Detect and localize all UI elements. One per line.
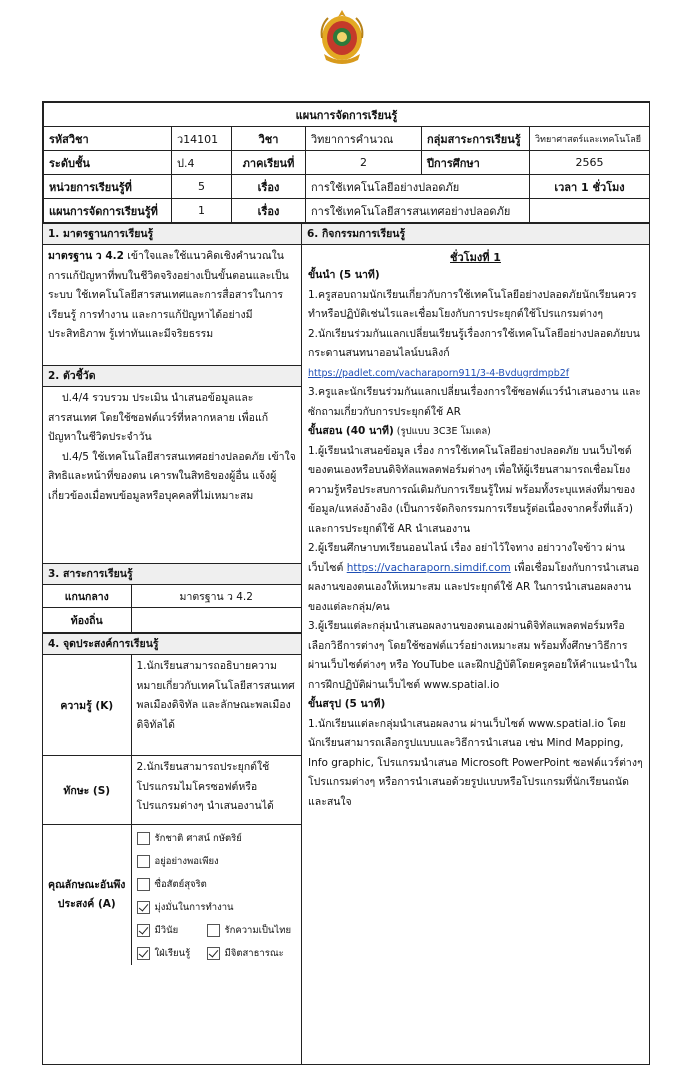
local-value [131,608,301,633]
knowledge-label: ความรู้ (K) [43,655,131,756]
checklist-label: ใฝ่เรียนรู้ [154,948,191,959]
checklist-item[interactable] [137,850,297,873]
checklist-label: รักความเป็นไทย [224,925,292,936]
checklist-item[interactable] [207,946,284,961]
intro-step-2: 2.นักเรียนร่วมกันแลกเปลี่ยนเรียนรู้เรื่องการใช้เทคโนโลยีอย่างปลอดภัยบนกระดานสนทนาออนไลน์บนลิงก์ [308,327,640,359]
checklist-item[interactable] [137,946,207,961]
academic-year-value: 2565 [530,151,650,175]
section-heading: 1. มาตรฐานการเรียนรู้ [43,224,301,245]
activities-text [302,266,649,812]
indicators-section [43,366,301,564]
plan-number-label: แผนการจัดการเรียนรู้ที่ [44,199,172,223]
standard-description: เข้าใจและใช้แนวคิดเชิงคำนวณในการแก้ปัญหาที่พบในชีวิตจริงอย่างเป็นขั้นตอนและเป็นระบบ ใช้เทคโนโลยีสารสนเทศและการสื่อสารในการเรียนรู้ การทำงาน และการแก้ปัญหาได้อย่างมีประสิทธิภาพ รู้เท่าทันและมีจริยธรรม [48,250,289,340]
indicator-text [43,387,301,563]
section-heading: 4. จุดประสงค์การเรียนรู้ [43,634,301,655]
objectives-table [43,655,301,965]
checkbox[interactable] [207,924,220,937]
page-title: แผนการจัดการเรียนรู้ [44,103,650,127]
unit-value: 5 [172,175,232,199]
subject-code-value: ว14101 [172,127,232,151]
academic-year-label: ปีการศึกษา [422,151,530,175]
checkbox[interactable] [137,855,150,868]
intro-step-3: 3.ครูและนักเรียนร่วมกันแลกเปลี่ยนเรื่องการใช้ซอฟต์แวร์นำเสนองาน และซักถามเกี่ยวกับการประยุกต์ใช้ AR [308,386,641,418]
standard-label: มาตรฐาน ว 4.2 [48,250,124,262]
checkbox[interactable] [137,947,150,960]
subject-label: วิชา [232,127,306,151]
indicator-2: ป.4/5 ใช้เทคโนโลยีสารสนเทศอย่างปลอดภัย เข้าใจสิทธิและหน้าที่ของตน เคารพในสิทธิของผู้อื่น แจ้งผู้เกี่ยวข้องเมื่อพบข้อมูลหรือบุคคลที่ไม่เหมาะสม [48,450,296,502]
checklist-row [137,919,297,942]
semester-value: 2 [306,151,422,175]
grade-label: ระดับชั้น [44,151,172,175]
semester-label: ภาคเรียนที่ [232,151,306,175]
plan-header-table [43,102,650,223]
objectives-section [43,633,301,965]
core-label: แกนกลาง [43,585,131,608]
subject-code-label: รหัสวิชา [44,127,172,151]
section-heading: 3. สาระการเรียนรู้ [43,564,301,585]
teach-heading: ขั้นสอน (40 นาที) [308,425,394,437]
checkbox[interactable] [137,924,150,937]
attribute-checklist [131,825,301,966]
intro-heading: ขั้นนำ (5 นาที) [308,269,380,281]
simdif-link[interactable]: https://vacharaporn.simdif.com [346,561,511,574]
learning-area-label: กลุ่มสาระการเรียนรู้ [422,127,530,151]
table-row [43,756,301,825]
content-section [43,564,301,633]
checklist-row [137,942,297,965]
summary-step-1: 1.นักเรียนแต่ละกลุ่มนำเสนอผลงาน ผ่านเว็บไซต์ www.spatial.io โดยนักเรียนสามารถเลือกรูปแบบและวิธีการนำเสนอ เช่น Mind Mapping, Info graphic, โปรแกรมนำเสนอ Microsoft PowerPoint ซอฟต์แวร์ต่างๆ โปรแกรมต่างๆ หรือการนำเสนอด้วยรูปแบบหรือโปรแกรมที่นักเรียนถนัดและสนใจ [308,717,643,808]
empty-cell [530,199,650,223]
teach-step-2-text: 2.ผู้เรียนศึกษาบทเรียนออนไลน์ เรื่อง อย่าไว้ใจทาง อย่าวางใจข้าว ผ่านเว็บไซต์ [308,542,625,574]
checklist-label: อยู่อย่างพอเพียง [154,856,219,867]
grade-value: ป.4 [172,151,232,175]
plan-body [43,223,649,1064]
section-heading: 2. ตัวชี้วัด [43,366,301,387]
knowledge-text: 1.นักเรียนสามารถอธิบายความหมายเกี่ยวกับเทคโนโลยีสารสนเทศ พลเมืองดิจิทัล และลักษณะพลเมืองดิจิทัลได้ [131,655,301,756]
table-row [43,655,301,756]
checklist-label: รักชาติ ศาสน์ กษัตริย์ [154,833,242,844]
teach-step-2 [308,539,643,617]
plan-number-value: 1 [172,199,232,223]
right-column [302,224,649,1064]
teach-model: (รูปแบบ 3C3E โมเดล) [393,426,491,437]
topic-label: เรื่อง [232,175,306,199]
standard-text [43,245,301,365]
checklist-item[interactable] [207,923,292,938]
table-row [43,585,301,608]
table-row [43,608,301,633]
plan-topic-label: เรื่อง [232,199,306,223]
checklist-item[interactable] [137,827,297,850]
teach-step-2-rest: เพื่อเชื่อมโยงกับการนำเสนอผลงานของตนเองให้เหมาะสม และประยุกต์ใช้ AR ในการนำเสนอผลงานของแต่ละกลุ่ม/คน [308,561,640,613]
checkbox[interactable] [137,832,150,845]
school-emblem-logo [318,8,366,66]
local-label: ท้องถิ่น [43,608,131,633]
lesson-plan-sheet [42,101,650,1065]
core-value: มาตรฐาน ว 4.2 [131,585,301,608]
skill-text: 2.นักเรียนสามารถประยุกต์ใช้โปรแกรมไมโครซอฟต์หรือโปรแกรมต่างๆ นำเสนองานได้ [131,756,301,825]
standards-section [43,224,301,366]
checklist-item[interactable] [137,873,297,896]
checklist-label: มีวินัย [154,925,179,936]
padlet-link[interactable]: https://padlet.com/vacharaporn911/3-4-Bvdugrdmpb2f [308,367,570,379]
table-row [44,151,650,175]
table-row [44,175,650,199]
unit-label: หน่วยการเรียนรู้ที่ [44,175,172,199]
table-row [43,825,301,966]
summary-heading: ขั้นสรุป (5 นาที) [308,698,386,710]
left-column [43,224,302,1064]
checklist-label: มีจิตสาธารณะ [224,948,284,959]
table-row [44,127,650,151]
checkbox[interactable] [207,947,220,960]
attribute-label: คุณลักษณะอันพึงประสงค์ (A) [43,825,131,966]
plan-topic-value: การใช้เทคโนโลยีสารสนเทศอย่างปลอดภัย [306,199,530,223]
checkbox[interactable] [137,878,150,891]
section-heading: 6. กิจกรรมการเรียนรู้ [302,224,649,245]
intro-step-1: 1.ครูสอบถามนักเรียนเกี่ยวกับการใช้เทคโนโลยีอย่างปลอดภัยนักเรียนควรทำหรือปฏิบัติเช่นไรและเชื่อมโยงกับการประยุกต์ใช้โปรแกรมต่างๆ [308,288,637,320]
teach-step-3: 3.ผู้เรียนแต่ละกลุ่มนำเสนอผลงานของตนเองผ่านดิจิทัลแพลตฟอร์มหรือเลือกวิธีการต่างๆ โดยใช้ซอฟต์แวร์อย่างเหมาะสม พร้อมทั้งศึกษาวิธีการผ่านเว็บไซต์ต่างๆ หรือ YouTube และฝึกปฏิบัติโดยครูคอยให้คำแนะนำในการฝึกปฏิบัติผ่านเว็บไซต์ www.spatial.io [308,620,637,691]
checkbox[interactable] [137,901,150,914]
checklist-item[interactable] [137,896,297,919]
checklist-label: ซื่อสัตย์สุจริต [154,879,207,890]
teach-step-1: 1.ผู้เรียนนำเสนอข้อมูล เรื่อง การใช้เทคโนโลยีอย่างปลอดภัย บนเว็บไซต์ของตนเองหรือบนดิจิทัลแพลตฟอร์มต่างๆ เพื่อให้ผู้เรียนสามารถเชื่อมโยงความรู้หรือประสบการณ์เดิมกับการเรียนรู้ใหม่ พร้อมทั้งระบุแหล่งที่มาของข้อมูล/แหล่งอ้างอิง (เป็นการจัดกิจกรรมการเรียนรู้ต่อเนื่องจากครั้งที่แล้ว) และการประยุกต์ใช้ AR นำเสนองาน [308,444,636,535]
hour-heading: ชั่วโมงที่ 1 [450,251,501,264]
skill-label: ทักษะ (S) [43,756,131,825]
subject-value: วิทยาการคำนวณ [306,127,422,151]
unit-topic-value: การใช้เทคโนโลยีอย่างปลอดภัย [306,175,530,199]
duration-value: เวลา 1 ชั่วโมง [530,175,650,199]
table-row [44,199,650,223]
content-table [43,585,301,632]
indicator-1: ป.4/4 รวบรวม ประเมิน นำเสนอข้อมูลและสารสนเทศ โดยใช้ซอฟต์แวร์ที่หลากหลาย เพื่อแก้ปัญหาในชีวิตประจำวัน [48,392,269,443]
checklist-label: มุ่งมั่นในการทำงาน [154,902,234,913]
learning-area-value: วิทยาศาสตร์และเทคโนโลยี [530,127,650,151]
checklist-item[interactable] [137,923,207,938]
